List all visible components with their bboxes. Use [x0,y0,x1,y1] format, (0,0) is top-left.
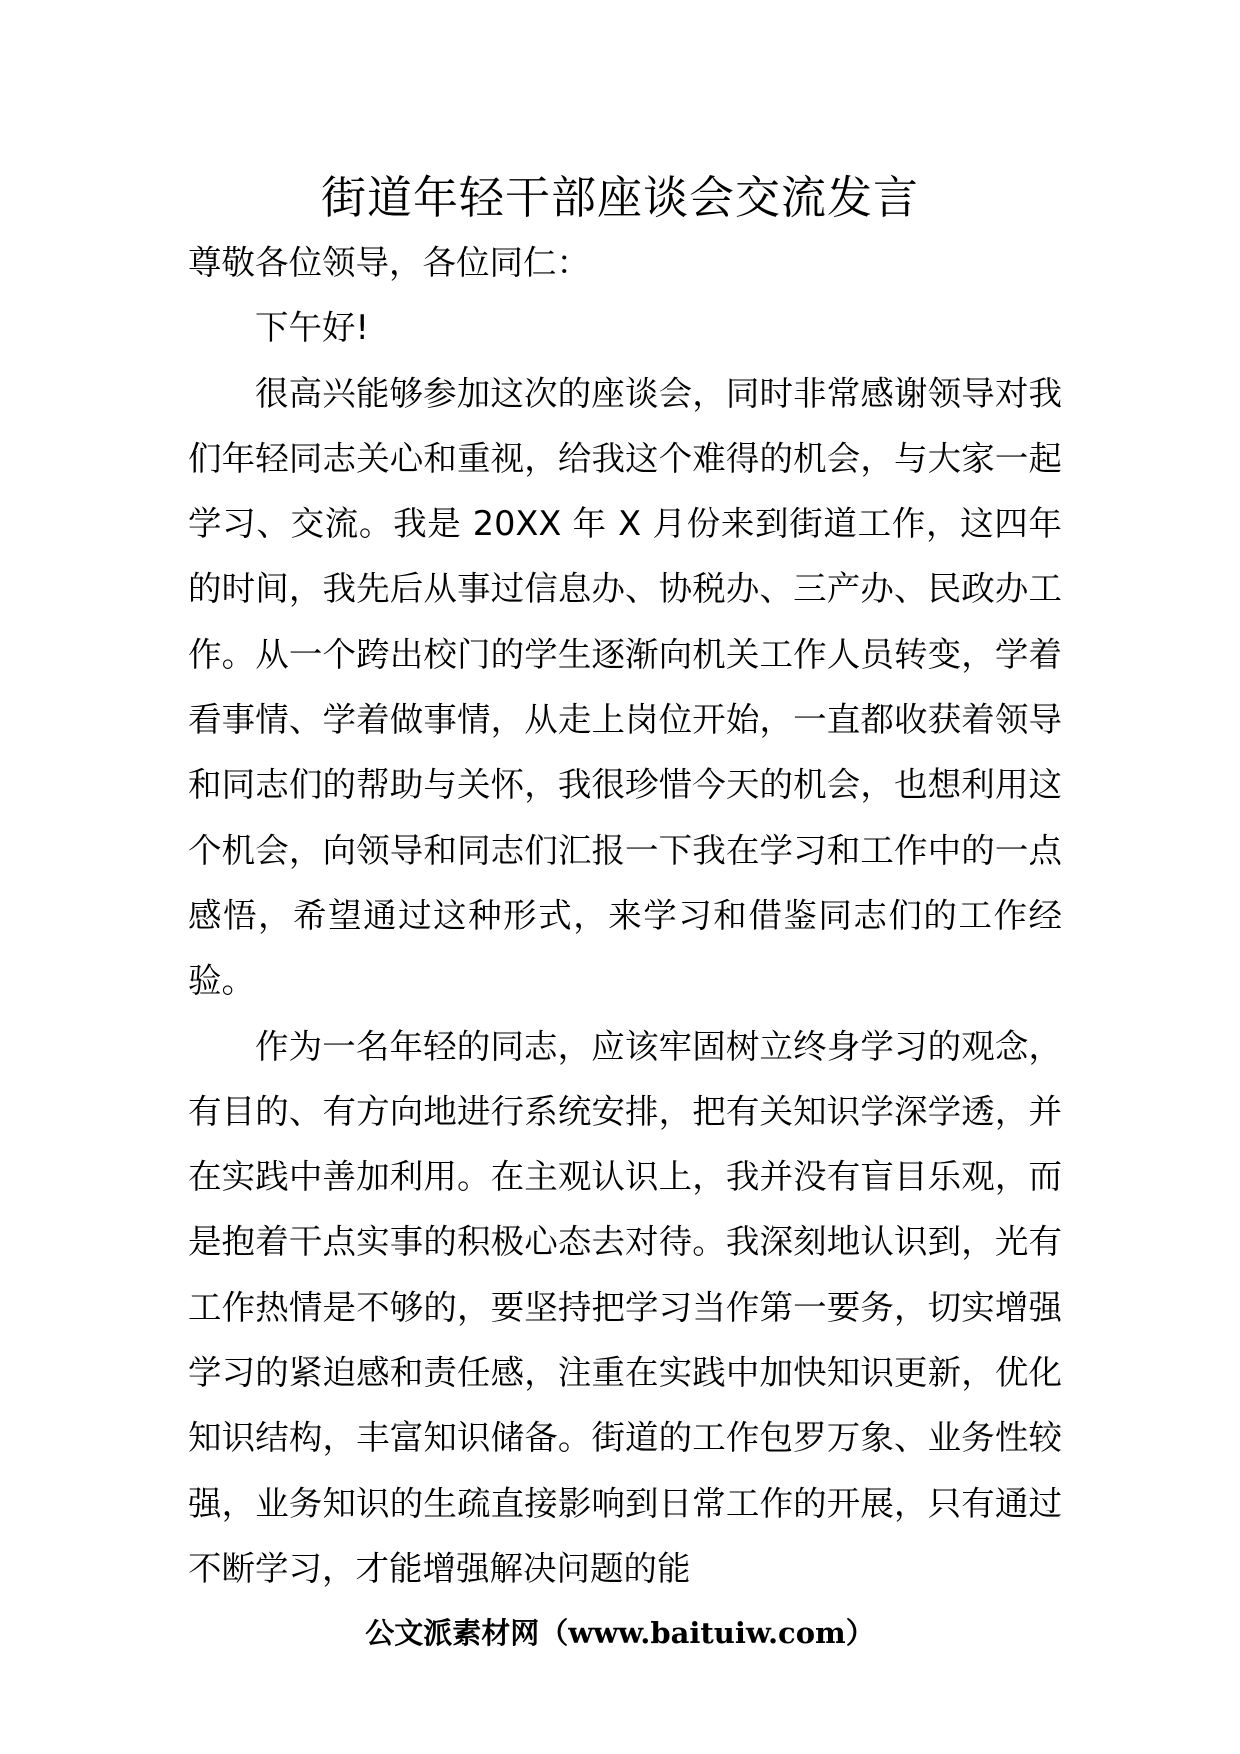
body-paragraph: 很高兴能够参加这次的座谈会，同时非常感谢领导对我们年轻同志关心和重视，给我这个难得的机会，与大家一起学习、交流。我是 20XX 年 X 月份来到街道工作，这四年的时间，我先后从事过信息办、协税办、三产办、民政办工作。从一个跨出校门的学生逐渐向机关工作人员转变，学着看事情、学着做事情，从走上岗位开始，一直都收获着领导和同志们的帮助与关怀，我很珍惜今天的机会，也想利用这个机会，向领导和同志们汇报一下我在学习和工作中的一点感悟，希望通过这种形式，来学习和借鉴同志们的工作经验。 [188,373,1062,1001]
document-body [188,230,1062,1601]
footer-watermark-text: 公文派素材网（www.baituiw.com） [365,1616,875,1650]
greeting: 下午好! [255,308,369,348]
body-paragraph: 作为一名年轻的同志，应该牢固树立终身学习的观念，有目的、有方向地进行系统安排，把有关知识学深学透，并在实践中善加利用。在主观认识上，我并没有盲目乐观，而是抱着干点实事的积极心态去对待。我深刻地认识到，光有工作热情是不够的，要坚持把学习当作第一要务，切实增强学习的紧迫感和责任感，注重在实践中加快知识更新，优化知识结构，丰富知识储备。街道的工作包罗万象、业务性较强，业务知识的生疏直接影响到日常工作的开展，只有通过不断学习，才能增强解决问题的能 [188,1026,1062,1588]
document-title: 街道年轻干部座谈会交流发言 [320,171,919,224]
salutation: 尊敬各位领导，各位同仁： [188,243,590,282]
